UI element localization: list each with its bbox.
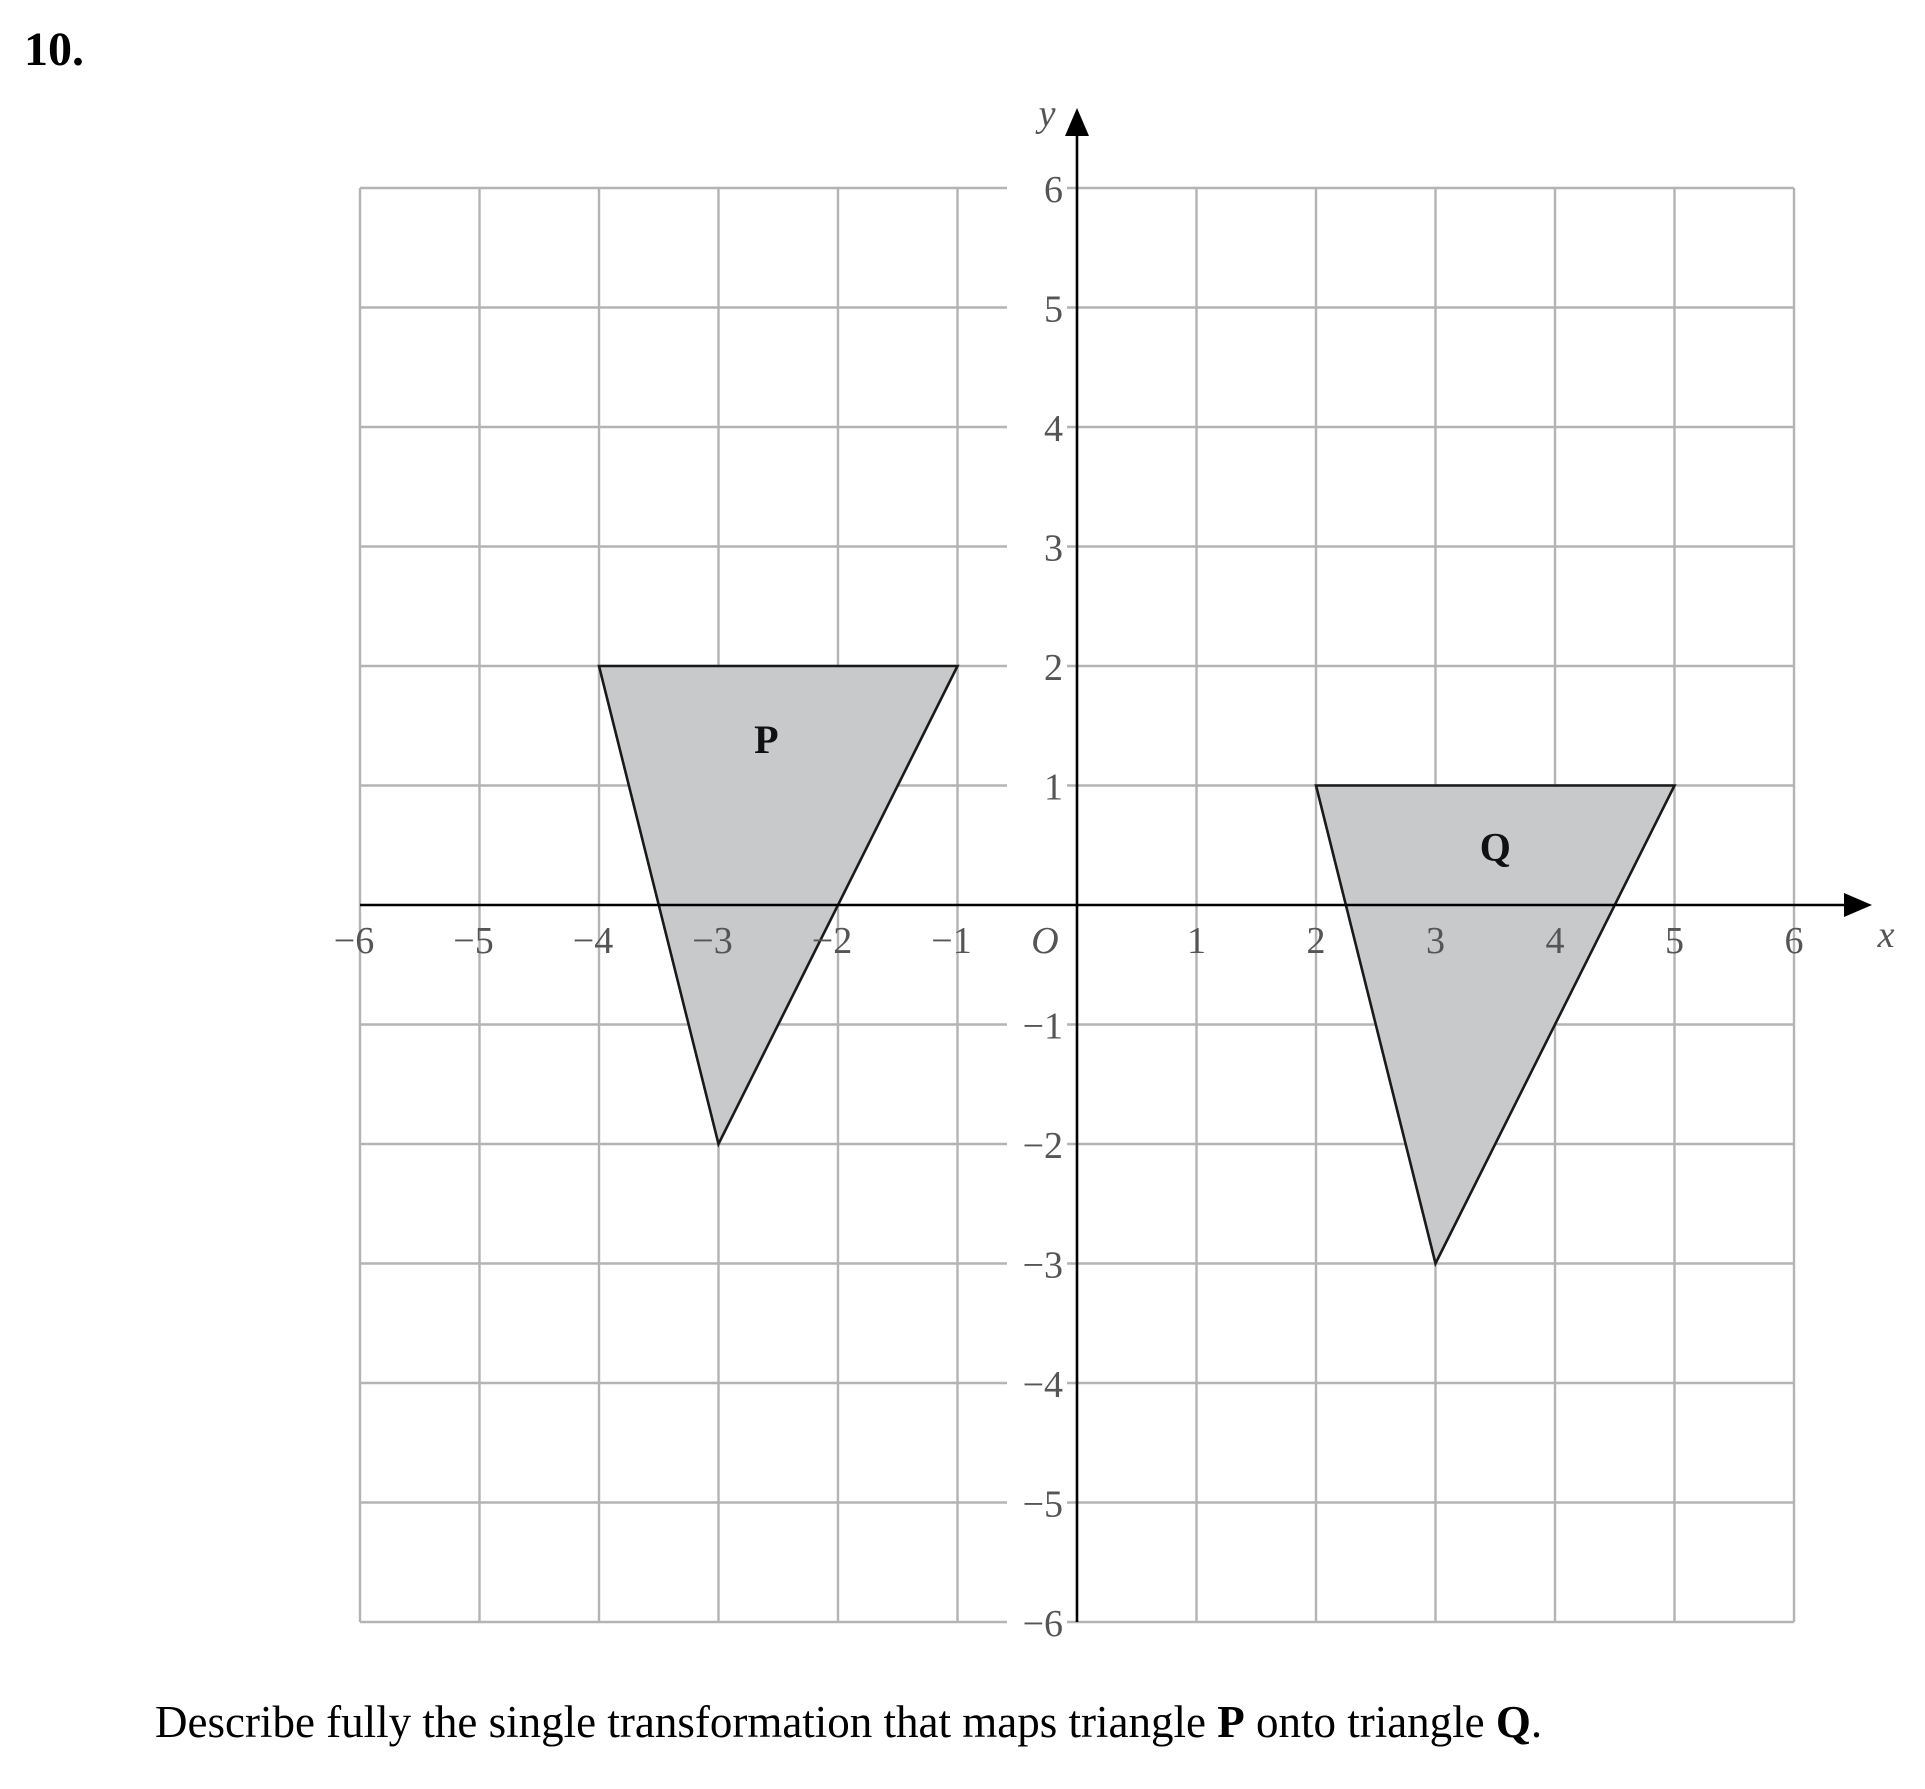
prompt-text-end: . <box>1530 1697 1543 1747</box>
prompt-shape-q: Q <box>1495 1697 1531 1747</box>
x-tick-label: −1 <box>931 920 972 962</box>
x-tick-label: 1 <box>1187 920 1206 962</box>
triangle-label-p: P <box>754 716 779 762</box>
x-tick-label: −4 <box>572 920 614 962</box>
x-tick-label: −6 <box>333 920 375 962</box>
y-tick-label: 6 <box>1044 169 1063 211</box>
y-tick-label: −4 <box>1022 1364 1063 1406</box>
y-tick-label: 1 <box>1044 766 1063 809</box>
x-axis-label: x <box>1877 914 1895 956</box>
y-tick-label: 4 <box>1044 408 1063 450</box>
y-tick-label: −1 <box>1022 1005 1063 1048</box>
y-axis-label: y <box>1038 93 1056 135</box>
x-tick-label: 4 <box>1545 920 1565 962</box>
x-tick-label: 3 <box>1426 920 1445 962</box>
x-tick-label: 6 <box>1784 920 1804 962</box>
y-tick-label: 5 <box>1044 288 1063 331</box>
triangle-label-q: Q <box>1479 824 1511 870</box>
y-tick-label: −2 <box>1022 1125 1063 1167</box>
y-tick-label: −3 <box>1022 1244 1063 1287</box>
prompt-shape-p: P <box>1217 1697 1245 1747</box>
y-tick-label: −5 <box>1022 1483 1063 1526</box>
x-tick-label: −5 <box>453 920 494 962</box>
y-tick-label: −6 <box>1022 1603 1063 1645</box>
origin-label: O <box>1031 920 1059 962</box>
x-tick-label: 5 <box>1665 920 1684 962</box>
x-axis-arrow-icon <box>1844 893 1872 917</box>
x-tick-label: 2 <box>1306 920 1326 962</box>
question-prompt <box>155 1697 1543 1747</box>
axes <box>360 108 1872 1622</box>
y-tick-label: 2 <box>1044 647 1063 689</box>
prompt-text-start: Describe fully the single transformation that maps triangle <box>155 1697 1218 1747</box>
question-number: 10. <box>24 23 84 76</box>
y-tick-label: 3 <box>1044 527 1063 570</box>
prompt-text-middle: onto triangle <box>1244 1697 1496 1747</box>
axis-labels <box>334 93 1895 1645</box>
y-axis-arrow-icon <box>1065 108 1089 136</box>
x-tick-label: −3 <box>692 920 733 962</box>
x-tick-label: −2 <box>811 920 853 962</box>
